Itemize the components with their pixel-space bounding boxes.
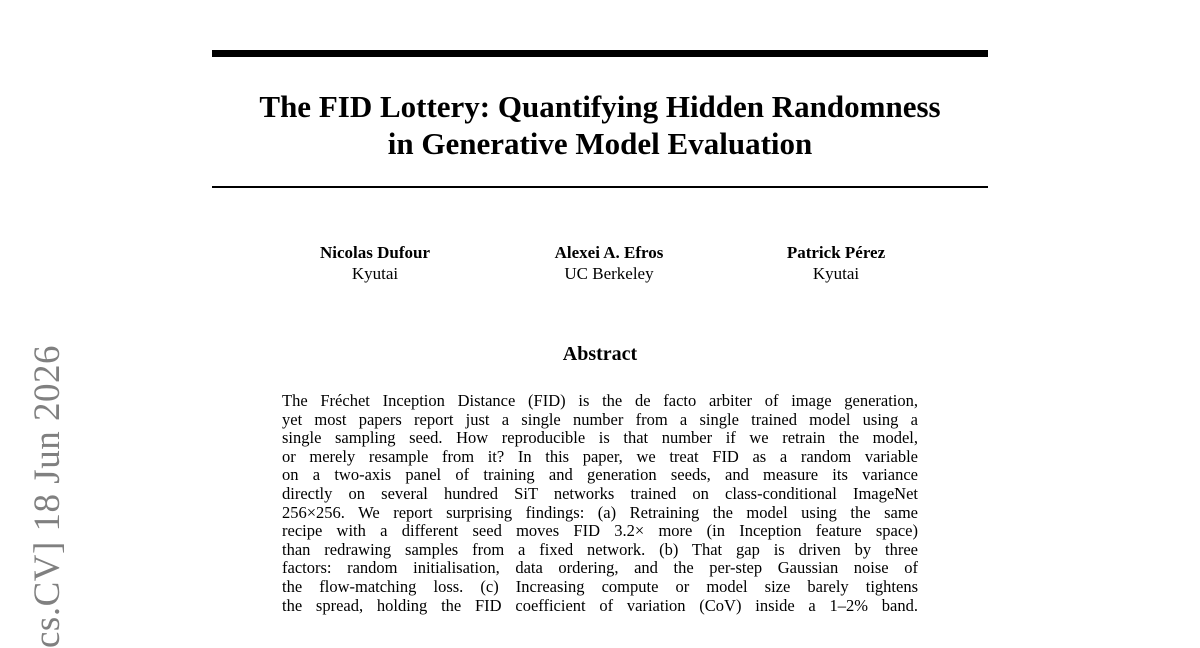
abstract-line: on a two-axis panel of training and generation seeds, and measure its variance	[282, 465, 918, 485]
abstract-line: directly on several hundred SiT networks trained on class-conditional ImageNet	[282, 483, 918, 503]
author-name: Patrick Pérez	[786, 243, 886, 262]
abstract-line: the spread, holding the FID coefficient of variation (CoV) inside a 1–2% band.	[282, 595, 918, 615]
author-name: Alexei A. Efros	[554, 243, 664, 262]
title-rule-bottom	[212, 186, 988, 188]
author-affiliation: Kyutai	[812, 264, 860, 283]
author-affiliation: UC Berkeley	[564, 264, 654, 283]
arxiv-margin-stamp: cs.CV] 18 Jun 2026	[27, 345, 68, 648]
abstract-line: single sampling seed. How reproducible is that number if we retrain the model,	[282, 428, 918, 448]
abstract-line: recipe with a different seed moves FID 3.2× more (in Inception feature space)	[282, 521, 918, 541]
author-block	[736, 242, 936, 284]
abstract-heading: Abstract	[562, 343, 638, 365]
title-rule-top	[212, 50, 988, 57]
author-block	[275, 242, 475, 284]
abstract-line: yet most papers report just a single number from a single trained model using a	[282, 409, 918, 429]
author-affiliation: Kyutai	[351, 264, 399, 283]
abstract-line: than redrawing samples from a fixed network. (b) That gap is driven by three	[282, 539, 918, 559]
abstract-body	[282, 392, 918, 615]
title-line: The FID Lottery: Quantifying Hidden Randomness	[259, 89, 941, 124]
abstract-line: or merely resample from it? In this paper, we treat FID as a random variable	[282, 446, 918, 466]
author-name: Nicolas Dufour	[319, 243, 431, 262]
abstract-line: factors: random initialisation, data ordering, and the per-step Gaussian noise of	[282, 558, 918, 578]
title-line: in Generative Model Evaluation	[387, 126, 813, 161]
abstract-line: the flow-matching loss. (c) Increasing compute or model size barely tightens	[282, 576, 918, 596]
abstract-line: 256×256. We report surprising findings: (a) Retraining the model using the same	[282, 502, 918, 522]
paper-title	[212, 88, 988, 162]
author-block	[509, 242, 709, 284]
abstract-line: The Fréchet Inception Distance (FID) is the de facto arbiter of image generation,	[282, 391, 918, 410]
